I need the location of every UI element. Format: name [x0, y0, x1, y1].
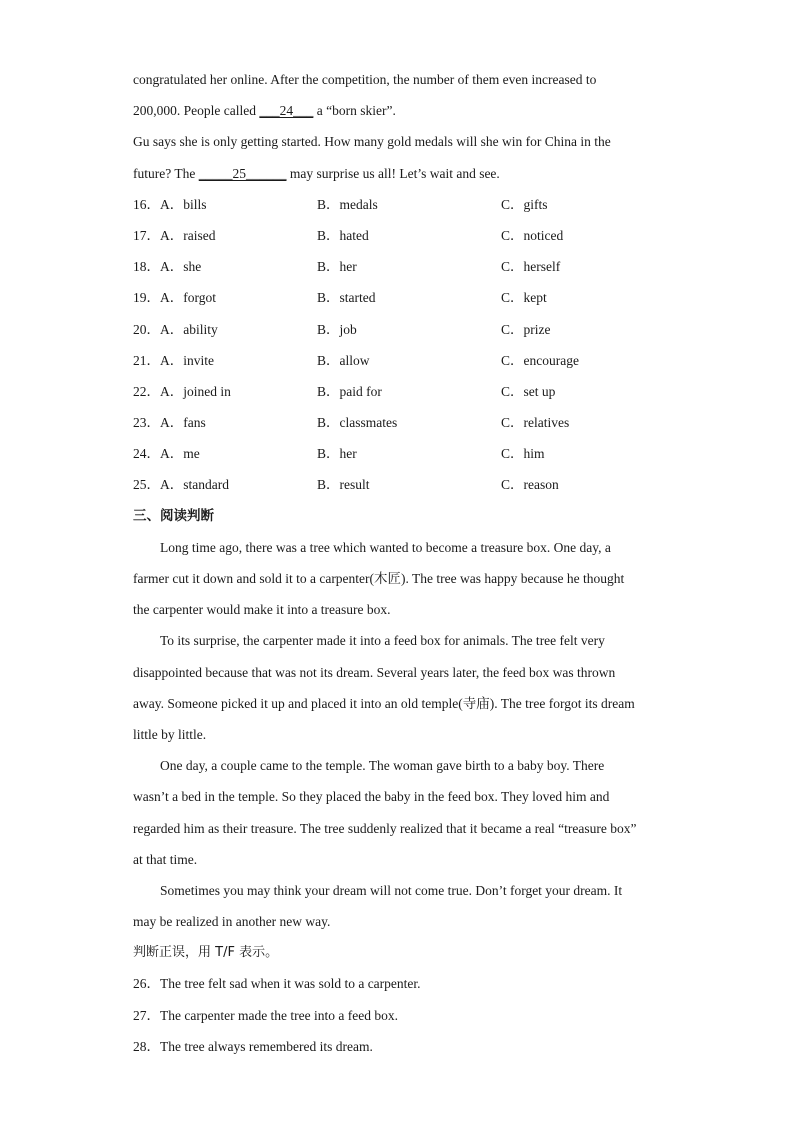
option-a: 19．A．forgot	[133, 290, 216, 306]
option-b: B．started	[317, 290, 376, 306]
option-row-21	[133, 345, 673, 376]
option-row-24	[133, 438, 673, 469]
option-a: 23．A．fans	[133, 415, 206, 431]
blank-25: _____25______	[198, 165, 287, 181]
question-28: 28．The tree always remembered its dream.	[133, 1038, 373, 1054]
option-a: 18．A．she	[133, 259, 202, 275]
option-c: C．reason	[501, 477, 559, 493]
reading-paragraph-2	[133, 625, 673, 750]
paragraph-line: regarded him as their treasure. The tree suddenly realized that it became a real “treasure box”	[133, 820, 637, 836]
option-b: B．her	[317, 446, 357, 462]
reading-paragraph-3	[133, 750, 673, 875]
passage-line-blank-24	[133, 95, 673, 126]
option-c: C．him	[501, 446, 545, 462]
passage-text: a “born skier”.	[313, 103, 396, 119]
option-row-25	[133, 469, 673, 500]
option-row-18	[133, 251, 673, 282]
option-b: B．hated	[317, 227, 369, 243]
option-b: B．her	[317, 259, 357, 275]
option-a: 24．A．me	[133, 446, 200, 462]
option-row-23	[133, 407, 673, 438]
paragraph-line: One day, a couple came to the temple. The woman gave birth to a baby boy. There	[160, 758, 605, 774]
instruction-text: 判断正误，用 T/F 表示。	[133, 945, 279, 961]
option-c: C．set up	[501, 383, 556, 399]
paragraph-line: wasn’t a bed in the temple. So they placed the baby in the feed box. They loved him and	[133, 789, 610, 805]
option-c: C．encourage	[501, 352, 579, 368]
document-page	[133, 64, 673, 1062]
option-row-19	[133, 282, 673, 313]
paragraph-line: little by little.	[133, 726, 207, 742]
option-a: 20．A．ability	[133, 321, 218, 337]
option-a: 21．A．invite	[133, 352, 214, 368]
option-c: C．gifts	[501, 196, 548, 212]
option-row-16	[133, 189, 673, 220]
option-b: B．result	[317, 477, 370, 493]
question-list	[133, 968, 673, 1062]
paragraph-line: farmer cut it down and sold it to a carpenter(木匠). The tree was happy because he thought	[133, 571, 625, 586]
option-a: 16．A．bills	[133, 196, 207, 212]
option-c: C．kept	[501, 290, 547, 306]
option-b: B．classmates	[317, 415, 398, 431]
option-c: C．herself	[501, 259, 561, 275]
option-b: B．paid for	[317, 383, 382, 399]
paragraph-line: away. Someone picked it up and placed it into an old temple(寺庙). The tree forgot its dream	[133, 695, 635, 711]
options-list	[133, 189, 673, 501]
option-b: B．medals	[317, 196, 378, 212]
paragraph-line: at that time.	[133, 851, 198, 867]
option-a: 25．A．standard	[133, 477, 229, 493]
question-26: 26．The tree felt sad when it was sold to a carpenter.	[133, 976, 421, 992]
paragraph-line: may be realized in another new way.	[133, 914, 331, 930]
paragraph-line: Long time ago, there was a tree which wanted to become a treasure box. One day, a	[160, 539, 611, 555]
passage-text: future? The	[133, 165, 199, 181]
paragraph-line: disappointed because that was not its dream. Several years later, the feed box was thrown	[133, 664, 616, 680]
option-c: C．noticed	[501, 227, 564, 243]
option-c: C．relatives	[501, 415, 570, 431]
option-a: 22．A．joined in	[133, 383, 231, 399]
passage-text: may surprise us all! Let’s wait and see.	[286, 165, 500, 181]
paragraph-line: the carpenter would make it into a treasure box.	[133, 602, 391, 618]
reading-paragraph-4	[133, 875, 673, 937]
blank-24: ___24___	[259, 103, 314, 119]
option-row-22	[133, 376, 673, 407]
section-title: 三、阅读判断	[133, 507, 214, 524]
option-c: C．prize	[501, 321, 551, 337]
passage-line: Gu says she is only getting started. How many gold medals will she win for China in the	[133, 134, 611, 150]
option-a: 17．A．raised	[133, 227, 216, 243]
option-row-20	[133, 314, 673, 345]
passage-text: 200,000. People called	[133, 103, 260, 119]
paragraph-line: Sometimes you may think your dream will not come true. Don’t forget your dream. It	[160, 882, 623, 898]
option-row-17	[133, 220, 673, 251]
option-b: B．allow	[317, 352, 370, 368]
passage-line: congratulated her online. After the competition, the number of them even increased to	[133, 72, 597, 87]
question-27: 27．The carpenter made the tree into a feed box.	[133, 1007, 399, 1023]
paragraph-line: To its surprise, the carpenter made it into a feed box for animals. The tree felt very	[160, 633, 605, 649]
option-b: B．job	[317, 321, 357, 337]
passage-line-blank-25	[133, 158, 673, 189]
reading-paragraph-1	[133, 532, 673, 626]
